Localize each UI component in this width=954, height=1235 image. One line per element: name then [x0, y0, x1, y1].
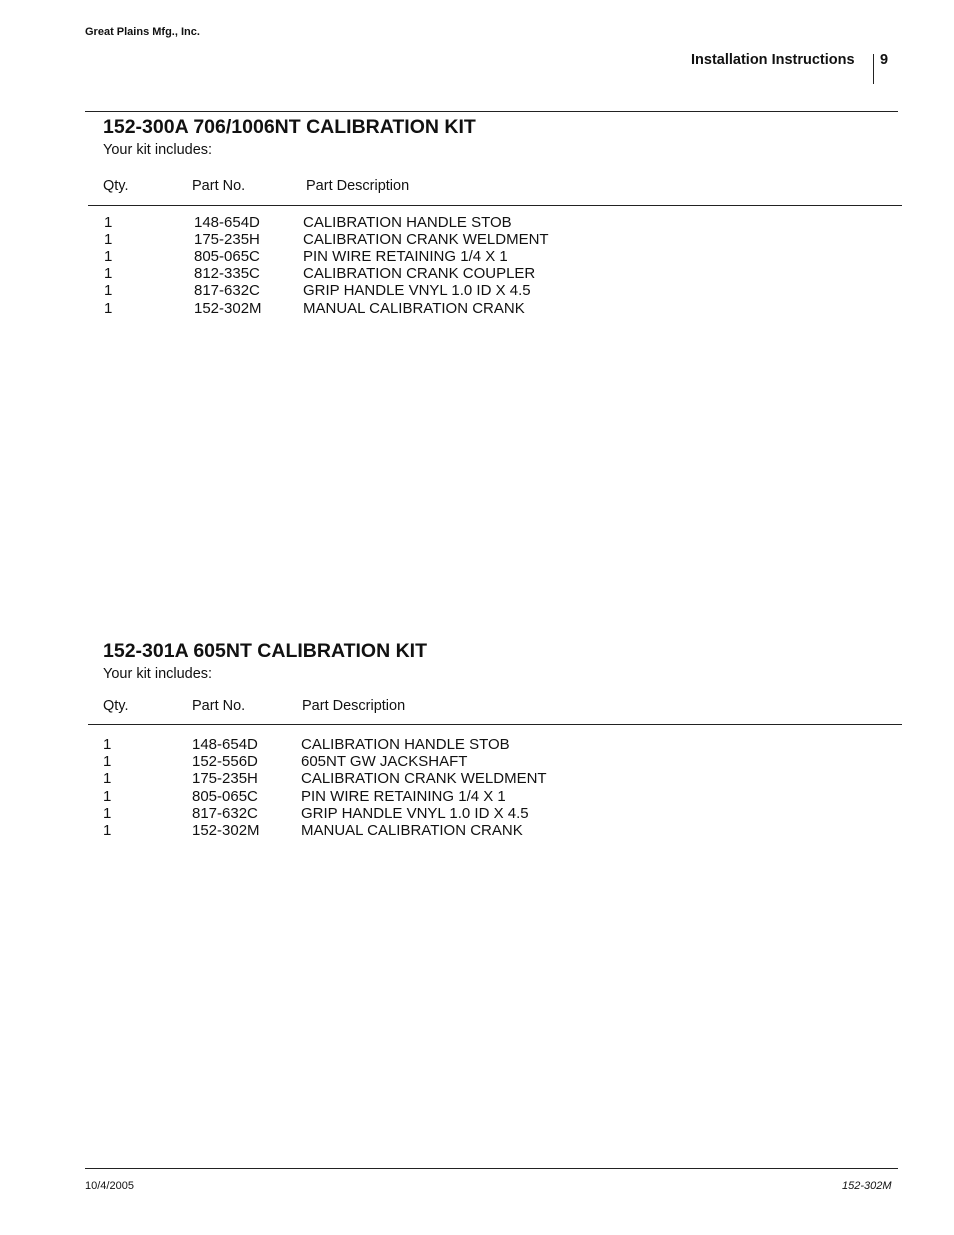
description-cell: 605NT GW JACKSHAFT — [301, 753, 468, 770]
description-cell: CALIBRATION CRANK WELDMENT — [301, 770, 547, 787]
part-number-cell: 817-632C — [194, 282, 260, 299]
qty-cell: 1 — [103, 770, 112, 787]
header-divider — [873, 54, 874, 84]
footer-rule — [85, 1168, 898, 1169]
page-number: 9 — [880, 52, 889, 68]
part-number-cell: 175-235H — [194, 231, 260, 248]
footer-document-number: 152-302M — [842, 1180, 892, 1192]
qty-cell: 1 — [103, 805, 112, 822]
qty-cell: 1 — [104, 214, 113, 231]
part-number-cell: 152-302M — [192, 822, 260, 839]
qty-cell: 1 — [104, 231, 113, 248]
description-cell: CALIBRATION CRANK COUPLER — [303, 265, 536, 282]
section-title: Installation Instructions — [691, 52, 855, 68]
qty-cell: 1 — [104, 248, 113, 265]
description-cell: GRIP HANDLE VNYL 1.0 ID X 4.5 — [301, 805, 529, 822]
company-name: Great Plains Mfg., Inc. — [85, 26, 200, 38]
part-number-cell: 805-065C — [192, 788, 258, 805]
part-number-cell: 175-235H — [192, 770, 258, 787]
table-header-rule — [88, 724, 902, 725]
qty-cell: 1 — [103, 788, 112, 805]
part-number-cell: 805-065C — [194, 248, 260, 265]
qty-cell: 1 — [103, 736, 112, 753]
kit-subtitle: Your kit includes: — [103, 142, 213, 158]
column-header-qty: Qty. — [103, 698, 129, 714]
table-header-rule — [88, 205, 902, 206]
kit-title: 152-300A 706/1006NT CALIBRATION KIT — [103, 116, 476, 138]
column-header-description: Part Description — [306, 178, 410, 194]
description-cell: MANUAL CALIBRATION CRANK — [303, 300, 525, 317]
description-cell: PIN WIRE RETAINING 1/4 X 1 — [303, 248, 508, 265]
column-header-part-no: Part No. — [192, 698, 246, 714]
part-number-cell: 148-654D — [192, 736, 258, 753]
description-cell: PIN WIRE RETAINING 1/4 X 1 — [301, 788, 506, 805]
qty-cell: 1 — [104, 300, 113, 317]
qty-cell: 1 — [103, 753, 112, 770]
column-header-description: Part Description — [302, 698, 406, 714]
description-cell: CALIBRATION HANDLE STOB — [301, 736, 510, 753]
part-number-cell: 148-654D — [194, 214, 260, 231]
column-header-part-no: Part No. — [192, 178, 246, 194]
description-cell: CALIBRATION CRANK WELDMENT — [303, 231, 549, 248]
qty-cell: 1 — [103, 822, 112, 839]
description-cell: CALIBRATION HANDLE STOB — [303, 214, 512, 231]
description-cell: GRIP HANDLE VNYL 1.0 ID X 4.5 — [303, 282, 531, 299]
header-rule — [85, 111, 898, 112]
description-cell: MANUAL CALIBRATION CRANK — [301, 822, 523, 839]
qty-cell: 1 — [104, 265, 113, 282]
qty-cell: 1 — [104, 282, 113, 299]
column-header-qty: Qty. — [103, 178, 129, 194]
part-number-cell: 817-632C — [192, 805, 258, 822]
kit-subtitle: Your kit includes: — [103, 666, 213, 682]
kit-title: 152-301A 605NT CALIBRATION KIT — [103, 640, 427, 662]
part-number-cell: 812-335C — [194, 265, 260, 282]
part-number-cell: 152-302M — [194, 300, 262, 317]
part-number-cell: 152-556D — [192, 753, 258, 770]
footer-date: 10/4/2005 — [85, 1180, 134, 1192]
